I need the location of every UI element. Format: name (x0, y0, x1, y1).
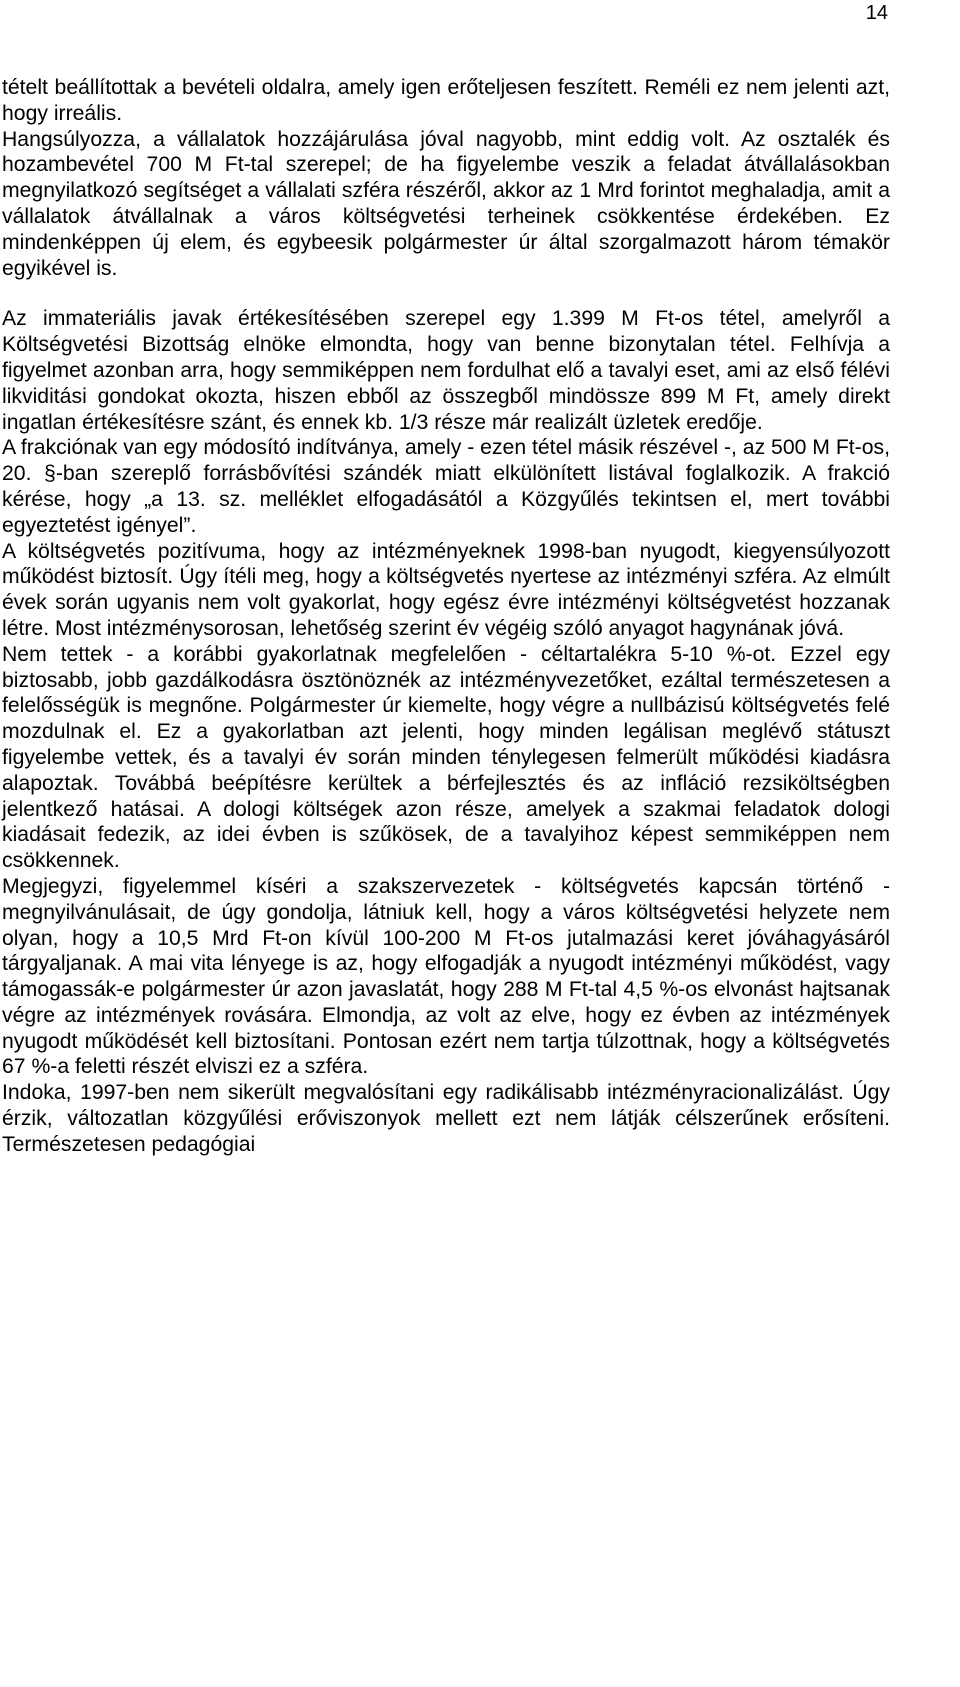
paragraph-7: Megjegyzi, figyelemmel kíséri a szakszervezetek - költségvetés kapcsán történő - megnyilvánulásait, de úgy gondolja, látniuk kell, hogy a város költségvetési helyzete nem olyan, hogy a 10,5 Mrd Ft-on kívül 100-200 M Ft-os jutalmazási keret jóváhagyásáról tárgyaljanak. A mai vita lényege is az, hogy elfogadják a nyugodt intézményi működést, vagy támogassák-e polgármester úr azon javaslatát, hogy 288 M Ft-tal 4,5 %-os elvonást hajtsanak végre az intézmények rovására. Elmondja, az volt az elve, hogy ez évben az intézmények nyugodt működését kell biztosítani. Pontosan ezért nem tartja túlzottnak, hogy a költségvetés 67 %-a feletti részét elviszi ez a szféra. (2, 874, 890, 1079)
paragraph-3: Az immateriális javak értékesítésében szerepel egy 1.399 M Ft-os tétel, amelyről a Költségvetési Bizottság elnöke elmondta, hogy van benne bizonytalan tétel. Felhívja a figyelmet azonban arra, hogy semmiképpen nem fordulhat elő a tavalyi eset, ami az első félévi likviditási gondokat okozta, hiszen ebből az összegből mindössze 899 M Ft, amely direkt ingatlan értékesítésre szánt, és ennek kb. 1/3 része már realizált üzletek eredője. (2, 307, 890, 434)
paragraph-8: Indoka, 1997-ben nem sikerült megvalósítani egy radikálisabb intézményracionalizálást. Úgy érzik, változatlan közgyűlési erőviszonyok mellett ezt nem látják célszerűnek erősíteni. Természetesen pedagógiai (2, 1081, 890, 1156)
paragraph-1: tételt beállítottak a bevételi oldalra, amely igen erőteljesen feszített. Reméli ez nem jelenti azt, hogy irreális. (2, 76, 890, 125)
body-text (2, 75, 890, 1158)
paragraph-gap (2, 281, 890, 306)
paragraph-5: A költségvetés pozitívuma, hogy az intézményeknek 1998-ban nyugodt, kiegyensúlyozott működést biztosít. Úgy ítéli meg, hogy a költségvetés nyertese az intézményi szféra. Az elmúlt évek során ugyanis nem volt gyakorlat, hogy egész évre intézményi költségvetést hozzanak létre. Most intézménysorosan, lehetőség szerint év végéig szóló anyagot hagynának jóvá. (2, 539, 890, 640)
page-number: 14 (865, 2, 888, 24)
paragraph-2: Hangsúlyozza, a vállalatok hozzájárulása jóval nagyobb, mint eddig volt. Az osztalék és hozambevétel 700 M Ft-tal szerepel; de ha figyelembe veszik a feladat átvállalásokban megnyilatkozó segítséget a vállalati szféra részéről, akkor az 1 Mrd forintot meghaladja, amit a vállalatok átvállalnak a város költségvetési terheinek csökkentése érdekében. Ez mindenképpen új elem, és egybeesik polgármester úr által szorgalmazott három témakör egyikével is. (2, 127, 890, 280)
paragraph-6: Nem tettek - a korábbi gyakorlatnak megfelelően - céltartalékra 5-10 %-ot. Ezzel egy biztosabb, jobb gazdálkodásra ösztönöznék az intézményvezetőket, ezáltal természetesen a felelősségük is megnőne. Polgármester úr kiemelte, hogy végre a nullbázisú költségvetés felé mozdulnak el. Ez a gyakorlatban azt jelenti, hogy minden legálisan meglévő státuszt figyelembe vettek, és a tavalyi év során minden ténylegesen felmerült működési kiadásra alapoztak. Továbbá beépítésre kerültek a bérfejlesztés és az infláció rezsiköltségben jelentkező hatásai. A dologi költségek azon része, amelyek a szakmai feladatok dologi kiadásait fedezik, az idei évben is szűkösek, de a tavalyihoz képest semmiképpen nem csökkennek. (2, 642, 890, 873)
paragraph-4: A frakciónak van egy módosító indítványa, amely - ezen tétel másik részével -, az 500 M Ft-os, 20. §-ban szereplő forrásbővítési szándék miatt elkülönített listával foglalkozik. A frakció kérése, hogy „a 13. sz. melléklet elfogadásától a Közgyűlés tekintsen el, mert további egyeztetést igényel”. (2, 436, 890, 537)
